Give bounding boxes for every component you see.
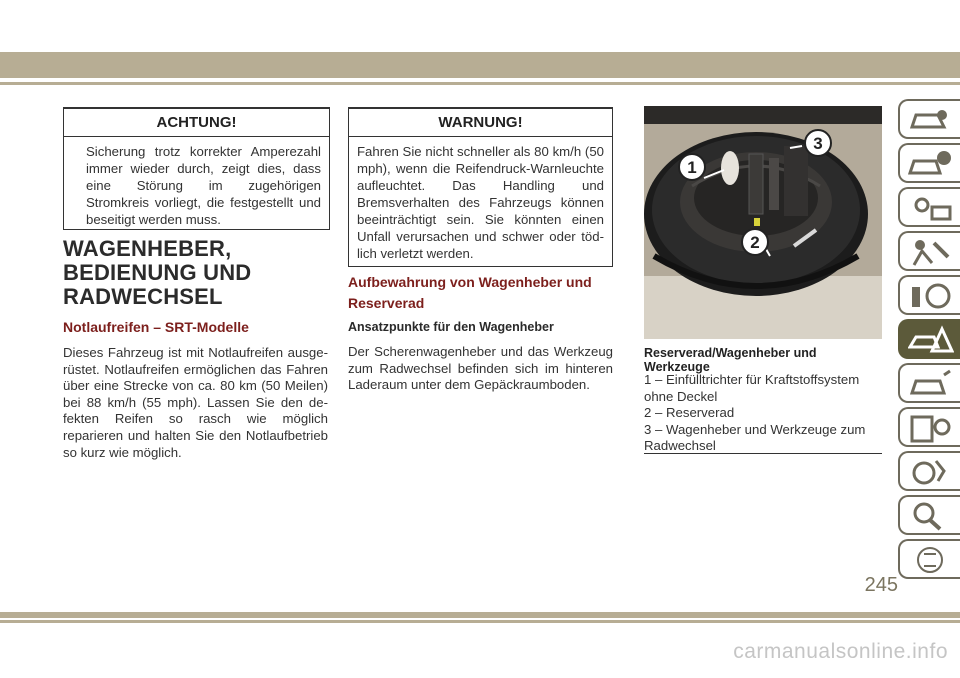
tab-warning-lights[interactable] [898,187,960,227]
legend-item: 2 – Reserverad [644,405,735,421]
watermark: carmanualsonline.info [733,640,948,663]
language-letters-icon [908,545,954,575]
page-number: 245 [864,574,898,596]
svg-text:2: 2 [750,233,760,252]
warning-box [63,107,330,230]
tab-start-drive[interactable] [898,275,960,315]
figure-legend [644,372,882,455]
car-inside-icon [908,105,954,135]
safety-airbag-icon [908,237,954,267]
storage-heading [348,272,613,314]
section-title-line3: RADWECHSEL [63,284,223,309]
header-rule [0,82,960,85]
section-title-line1: WAGENHEBER, [63,236,232,261]
danger-box-text: Fahren Sie nicht schneller als 80 km/h (50 mph), wenn die Reifendruck-Warnleuchte aufleuchtet. Das Handling und Bremsverhalten des Fahrzeugs können beeinträchtigt sein. Sie könnten einen Unfall verursachen und schwer oder tödlich verletzt werden. [357,144,604,261]
tab-car-info[interactable] [898,143,960,183]
tab-car-inside[interactable] [898,99,960,139]
storage-heading-line2: Reserverad [348,295,425,311]
header-band [0,52,960,78]
footer-rule [0,620,960,623]
callout-1 [679,154,705,180]
tab-safety[interactable] [898,231,960,271]
car-info-icon [908,149,954,179]
section-title-line2: BEDIENUNG UND [63,260,252,285]
warning-box-title: ACHTUNG! [64,109,329,137]
legend-item: 3 – Wagenheber und Werkzeuge zum Radwechsel [644,421,866,454]
legend-item: 1 – Einfülltrichter für Kraftstoffsystem ohne Deckel [644,372,860,404]
tab-index-search[interactable] [898,495,960,535]
car-service-icon [908,369,954,399]
spare-wheel-photo [644,106,882,339]
paragraph-storage: Der Scherenwagenheber und das Werkzeug zum Radwechsel befinden sich im hinteren Laderaum unter dem Gepäckraumboden. [348,344,613,393]
maintenance-checklist-icon [908,413,954,443]
section-title [63,237,333,309]
spare-wheel-illustration [644,106,882,339]
svg-text:3: 3 [813,134,823,153]
callout-3 [805,130,831,156]
tab-service[interactable] [898,363,960,403]
tab-maintenance[interactable] [898,407,960,447]
emergency-triangle-icon [908,325,954,355]
jack-points-subheading: Ansatzpunkte für den Wagenheber [348,320,554,334]
warning-box-text: Sicherung trotz korrekter Amperezahl immer wieder durch, zeigt dies, dass eine Störung im zugehörigen Stromkreis vorliegt, die festgestellt und beseitigt werden muss. [86,144,321,227]
footer-band [0,612,960,618]
legend-rule [644,453,882,454]
danger-box-title: WARNUNG! [349,109,612,137]
danger-box [348,107,613,267]
start-drive-steering-icon [908,281,954,311]
tab-emergency[interactable] [898,319,960,359]
index-search-icon [908,501,954,531]
subheading-notlaufreifen: Notlaufreifen – SRT-Modelle [63,319,249,335]
storage-heading-line1: Aufbewahrung von Wagenheber und [348,274,592,290]
warning-lights-message-icon [908,193,954,223]
figure-caption: Reserverad/Wagenheber und Werkzeuge [644,346,817,374]
tab-language[interactable] [898,539,960,579]
paragraph-notlaufreifen: Dieses Fahrzeug ist mit Notlaufreifen ausgerüstet. Notlaufreifen ermöglichen das Fahren über eine Strecke von ca. 80 km (50 Meilen) bei 88 km/h (55 mph). Lassen Sie den defekten Reifen so rasch wie möglich reparieren und halten Sie den Notlaufbetrieb so kurz wie möglich. [63,345,328,460]
callout-2 [742,229,768,255]
svg-text:1: 1 [687,158,697,177]
multimedia-icon [908,457,954,487]
tab-multimedia[interactable] [898,451,960,491]
